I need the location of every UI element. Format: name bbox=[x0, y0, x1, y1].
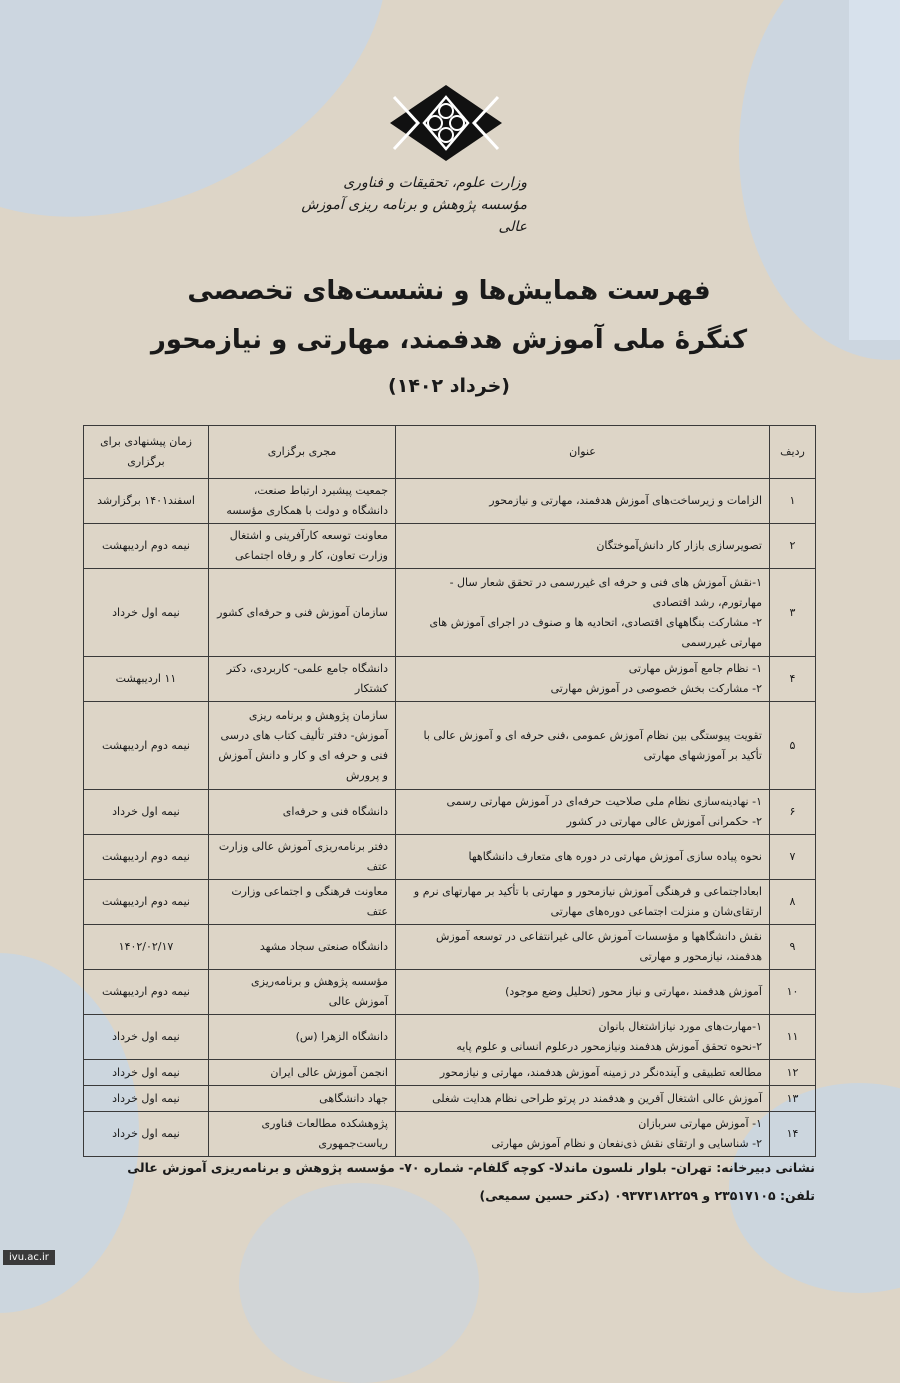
cell-title: ۱- آموزش مهارتی سربازان ۲- شناسایی و ارتقای نقش ذی‌نفعان و نظام آموزش مهارتی bbox=[397, 1112, 771, 1157]
cell-organizer: دانشگاه صنعتی سجاد مشهد bbox=[210, 925, 397, 970]
cell-row-number: ۱ bbox=[771, 479, 817, 524]
cell-time: ۱۴۰۲/۰۲/۱۷ bbox=[85, 925, 210, 970]
sessions-table bbox=[84, 425, 817, 1157]
cell-row-number: ۱۳ bbox=[771, 1086, 817, 1112]
cell-row-number: ۱۲ bbox=[771, 1060, 817, 1086]
cell-row-number: ۳ bbox=[771, 569, 817, 657]
cell-time: نیمه اول خرداد bbox=[85, 1060, 210, 1086]
cell-organizer: دانشگاه فنی و حرفه‌ای bbox=[210, 790, 397, 835]
cell-time: نیمه اول خرداد bbox=[85, 569, 210, 657]
decor-blob-bottom-middle bbox=[240, 1183, 480, 1383]
cell-organizer: سازمان آموزش فنی و حرفه‌ای کشور bbox=[210, 569, 397, 657]
cell-title: تصویرسازی بازار کار دانش‌آموختگان bbox=[397, 524, 771, 569]
cell-row-number: ۱۱ bbox=[771, 1015, 817, 1060]
cell-row-number: ۱۰ bbox=[771, 970, 817, 1015]
table-row bbox=[85, 925, 817, 970]
cell-organizer: انجمن آموزش عالی ایران bbox=[210, 1060, 397, 1086]
cell-title: ۱- نهادینه‌سازی نظام ملی صلاحیت حرفه‌ای در آموزش مهارتی رسمی ۲- حکمرانی آموزش عالی مهارتی در کشور bbox=[397, 790, 771, 835]
cell-title: مطالعه تطبیقی و آینده‌نگر در زمینه آموزش هدفمند، مهارتی و نیازمحور bbox=[397, 1060, 771, 1086]
header-time: زمان پیشنهادی برای برگزاری bbox=[85, 426, 210, 479]
cell-row-number: ۹ bbox=[771, 925, 817, 970]
cell-row-number: ۷ bbox=[771, 835, 817, 880]
cell-time: نیمه دوم اردیبهشت bbox=[85, 524, 210, 569]
cell-time: اسفند۱۴۰۱ برگزارشد bbox=[85, 479, 210, 524]
cell-title: ۱-مهارت‌های مورد نیازاشتغال بانوان ۲-نحوه تحقق آموزش هدفمند ونیازمحور درعلوم انسانی و علوم پایه bbox=[397, 1015, 771, 1060]
cell-organizer: دانشگاه الزهرا (س) bbox=[210, 1015, 397, 1060]
table-row bbox=[85, 524, 817, 569]
cell-time: نیمه اول خرداد bbox=[85, 1112, 210, 1157]
cell-organizer: جهاد دانشگاهی bbox=[210, 1086, 397, 1112]
table-row bbox=[85, 702, 817, 790]
institute-line: مؤسسه پژوهش و برنامه ریزی آموزش عالی bbox=[302, 197, 528, 235]
table-row bbox=[85, 569, 817, 657]
header-organizer: مجری برگزاری bbox=[210, 426, 397, 479]
decor-blob-top-left bbox=[0, 0, 452, 293]
cell-title: نقش دانشگاهها و مؤسسات آموزش عالی غیرانتفاعی در توسعه آموزش هدفمند، نیازمحور و مهارتی bbox=[397, 925, 771, 970]
table-row bbox=[85, 835, 817, 880]
cell-title: ۱- نظام جامع آموزش مهارتی ۲- مشارکت بخش خصوصی در آموزش مهارتی bbox=[397, 657, 771, 702]
cell-title: ۱-نقش آموزش های فنی و حرفه ای غیررسمی در تحقق شعار سال - مهارتورم، رشد اقتصادی ۲- مشارکت بنگاههای اقتصادی، اتحادیه ها و صنوف در اجرای آموزش های مهارتی غیررسمی bbox=[397, 569, 771, 657]
table-row bbox=[85, 790, 817, 835]
cell-organizer: معاونت توسعه کارآفرینی و اشتغال وزارت تعاون، کار و رفاه اجتماعی bbox=[210, 524, 397, 569]
cell-time: نیمه دوم اردیبهشت bbox=[85, 970, 210, 1015]
cell-row-number: ۸ bbox=[771, 880, 817, 925]
cell-time: نیمه اول خرداد bbox=[85, 790, 210, 835]
cell-row-number: ۶ bbox=[771, 790, 817, 835]
cell-organizer: مؤسسه پژوهش و برنامه‌ریزی آموزش عالی bbox=[210, 970, 397, 1015]
table-row bbox=[85, 1060, 817, 1086]
cell-title: تقویت پیوستگی بین نظام آموزش عمومی ،فنی حرفه ای و آموزش عالی با تأکید بر آموزشهای مهارتی bbox=[397, 702, 771, 790]
cell-time: ۱۱ اردیبهشت bbox=[85, 657, 210, 702]
cell-time: نیمه دوم اردیبهشت bbox=[85, 880, 210, 925]
cell-time: نیمه اول خرداد bbox=[85, 1086, 210, 1112]
cell-row-number: ۱۴ bbox=[771, 1112, 817, 1157]
table-row bbox=[85, 1086, 817, 1112]
header-title: عنوان bbox=[397, 426, 771, 479]
header-row-number: ردیف bbox=[771, 426, 817, 479]
cell-organizer: پژوهشکده مطالعات فناوری ریاست‌جمهوری bbox=[210, 1112, 397, 1157]
cell-organizer: معاونت فرهنگی و اجتماعی وزارت عتف bbox=[210, 880, 397, 925]
cell-time: نیمه دوم اردیبهشت bbox=[85, 835, 210, 880]
table-row bbox=[85, 657, 817, 702]
footer-phone: تلفن: ۲۳۵۱۷۱۰۵ و ۰۹۳۷۳۱۸۲۲۵۹ (دکتر حسین سمیعی) bbox=[480, 1188, 816, 1203]
footer-address: نشانی دبیرخانه: تهران- بلوار نلسون ماندلا- کوچه گلفام- شماره ۷۰- مؤسسه پژوهش و برنامه‌ریزی آموزش عالی bbox=[128, 1160, 816, 1175]
table-body bbox=[85, 479, 817, 1157]
cell-row-number: ۲ bbox=[771, 524, 817, 569]
footer bbox=[128, 1154, 816, 1210]
table-row bbox=[85, 479, 817, 524]
cell-organizer: دفتر برنامه‌ریزی آموزش عالی وزارت عتف bbox=[210, 835, 397, 880]
cell-time: نیمه دوم اردیبهشت bbox=[85, 702, 210, 790]
page-title: فهرست همایش‌ها و نشست‌های تخصصی bbox=[188, 276, 712, 306]
cell-organizer: دانشگاه جامع علمی- کاربردی، دکتر کشتکار bbox=[210, 657, 397, 702]
table-row bbox=[85, 1112, 817, 1157]
table-row bbox=[85, 970, 817, 1015]
ministry-line: وزارت علوم، تحقیقات و فناوری bbox=[344, 175, 528, 191]
cell-title: آموزش هدفمند ،مهارتی و نیاز محور (تحلیل وضع موجود) bbox=[397, 970, 771, 1015]
site-badge: ivu.ac.ir bbox=[4, 1250, 56, 1265]
page-subtitle: کنگرهٔ ملی آموزش هدفمند، مهارتی و نیازمحور bbox=[151, 325, 749, 355]
cell-title: ابعاداجتماعی و فرهنگی آموزش نیازمحور و مهارتی با تأکید بر مهارتهای نرم و ارتقای‌شان و منزلت اجتماعی دوره‌های مهارتی bbox=[397, 880, 771, 925]
cell-title: نحوه پیاده سازی آموزش مهارتی در دوره های متعارف دانشگاهها bbox=[397, 835, 771, 880]
page-date: (خرداد ۱۴۰۲) bbox=[389, 375, 511, 397]
table-row bbox=[85, 880, 817, 925]
ministry-logo-icon bbox=[389, 83, 505, 163]
cell-row-number: ۵ bbox=[771, 702, 817, 790]
cell-title: آموزش عالی اشتغال آفرین و هدفمند در پرتو طراحی نظام هدایت شغلی bbox=[397, 1086, 771, 1112]
cell-time: نیمه اول خرداد bbox=[85, 1015, 210, 1060]
cell-organizer: جمعیت پیشبرد ارتباط صنعت، دانشگاه و دولت با همکاری مؤسسه bbox=[210, 479, 397, 524]
cell-row-number: ۴ bbox=[771, 657, 817, 702]
table-row bbox=[85, 1015, 817, 1060]
ministry-signature bbox=[300, 172, 528, 238]
table-header-row bbox=[85, 426, 817, 479]
cell-organizer: سازمان پژوهش و برنامه ریزی آموزش- دفتر تألیف کتاب های درسی فنی و حرفه ای و کار و دانش آموزش و پرورش bbox=[210, 702, 397, 790]
cell-title: الزامات و زیرساخت‌های آموزش هدفمند، مهارتی و نیازمحور bbox=[397, 479, 771, 524]
